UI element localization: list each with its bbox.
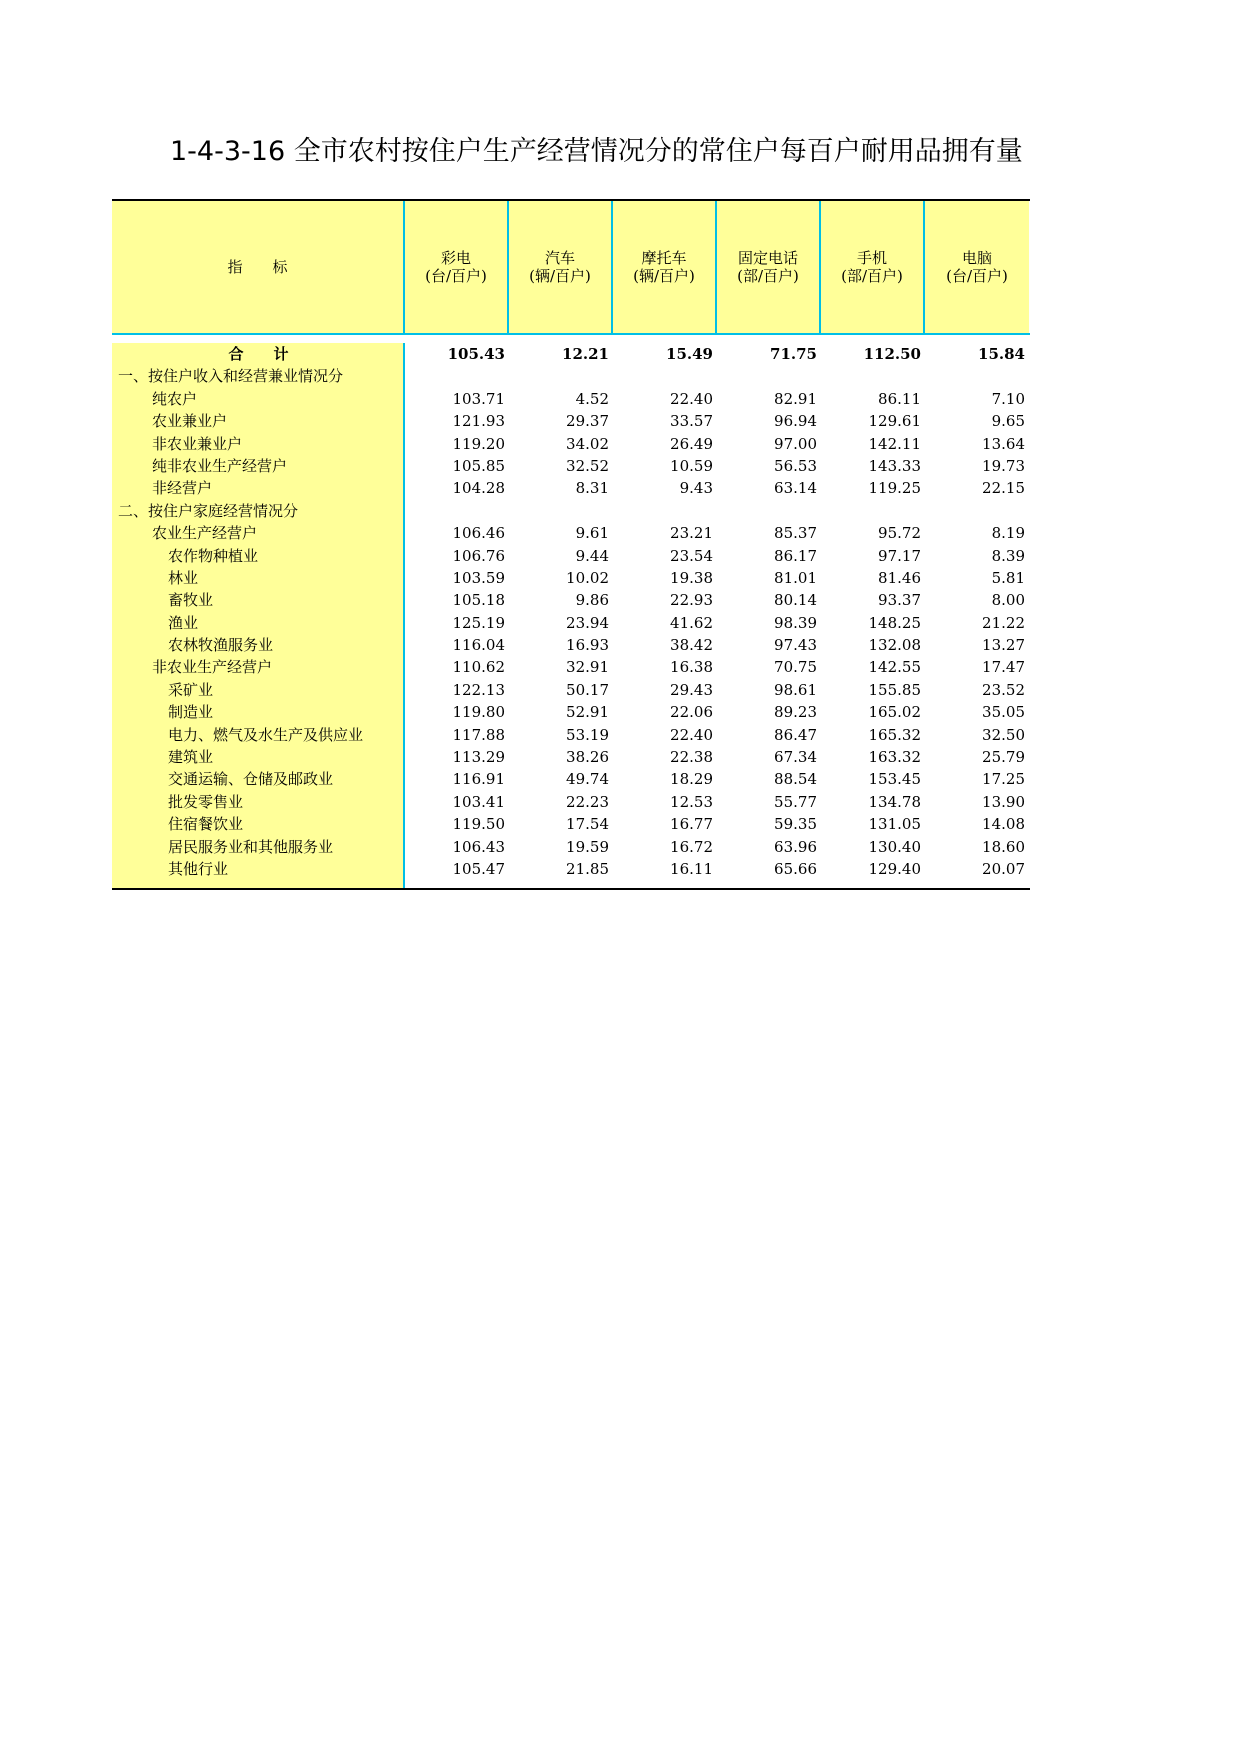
table-row <box>112 455 1030 477</box>
row-value: 22.40 <box>670 389 713 408</box>
table-row <box>112 365 1030 387</box>
column-name: 手机 <box>856 249 887 267</box>
table-row <box>112 768 1030 790</box>
table-row <box>112 343 1030 365</box>
row-value: 103.41 <box>452 792 505 811</box>
row-value: 97.17 <box>878 546 921 565</box>
table-row <box>112 589 1030 611</box>
column-header-tv <box>405 201 509 333</box>
row-value: 71.75 <box>770 345 817 363</box>
row-value: 19.73 <box>982 456 1025 475</box>
table-row <box>112 522 1030 544</box>
column-unit: (部/百户) <box>737 267 799 285</box>
column-unit: (辆/百户) <box>529 267 591 285</box>
row-value: 26.49 <box>670 434 713 453</box>
indicator-header-label: 指 标 <box>227 258 288 276</box>
row-value: 88.54 <box>774 770 817 789</box>
row-value: 23.94 <box>566 613 609 632</box>
row-value: 98.39 <box>774 613 817 632</box>
row-value: 165.02 <box>868 703 921 722</box>
row-value: 38.26 <box>566 748 609 767</box>
row-value: 23.54 <box>670 546 713 565</box>
row-value: 21.85 <box>566 859 609 878</box>
table-row <box>112 656 1030 678</box>
column-name: 汽车 <box>544 249 575 267</box>
row-label: 二、按住户家庭经营情况分 <box>118 501 299 520</box>
table-row <box>112 388 1030 410</box>
column-header-computer <box>925 201 1029 333</box>
row-label: 非农业兼业户 <box>152 434 243 453</box>
column-name: 彩电 <box>440 249 471 267</box>
row-value: 38.42 <box>670 636 713 655</box>
row-value <box>509 365 613 387</box>
row-value: 52.91 <box>566 703 609 722</box>
table-row <box>112 679 1030 701</box>
row-value: 142.11 <box>868 434 921 453</box>
table-row <box>112 634 1030 656</box>
row-value: 116.91 <box>452 770 505 789</box>
page-title: 1-4-3-16 全市农村按住户生产经营情况分的常住户每百户耐用品拥有量 <box>170 136 1023 167</box>
row-value: 97.00 <box>774 434 817 453</box>
row-label: 农业兼业户 <box>152 412 228 431</box>
row-value: 116.04 <box>452 636 505 655</box>
row-value: 89.23 <box>774 703 817 722</box>
row-value <box>613 365 717 387</box>
row-value: 117.88 <box>452 725 505 744</box>
row-value: 4.52 <box>575 389 609 408</box>
row-value: 13.27 <box>982 636 1025 655</box>
row-value: 130.40 <box>868 837 921 856</box>
table-row <box>112 813 1030 835</box>
row-value: 98.61 <box>774 680 817 699</box>
column-name: 摩托车 <box>641 249 687 267</box>
table-row <box>112 567 1030 589</box>
column-header-motorcycle <box>613 201 717 333</box>
row-value: 106.76 <box>452 546 505 565</box>
row-value: 165.32 <box>868 725 921 744</box>
row-value: 9.43 <box>679 479 713 498</box>
row-value: 32.50 <box>982 725 1025 744</box>
table-row <box>112 701 1030 723</box>
row-value: 16.38 <box>670 658 713 677</box>
row-value: 53.19 <box>566 725 609 744</box>
durable-goods-table <box>112 199 1030 890</box>
row-value: 143.33 <box>868 456 921 475</box>
table-row <box>112 612 1030 634</box>
row-label: 住宿餐饮业 <box>168 815 244 834</box>
row-value: 10.59 <box>670 456 713 475</box>
row-value: 35.05 <box>982 703 1025 722</box>
table-row <box>112 724 1030 746</box>
row-value: 8.39 <box>991 546 1025 565</box>
row-label: 居民服务业和其他服务业 <box>168 837 334 856</box>
row-value: 21.22 <box>982 613 1025 632</box>
row-value: 163.32 <box>868 748 921 767</box>
row-value: 7.10 <box>991 389 1025 408</box>
row-value: 132.08 <box>868 636 921 655</box>
row-value: 134.78 <box>868 792 921 811</box>
row-value: 153.45 <box>868 770 921 789</box>
column-header-mobile <box>821 201 925 333</box>
row-value <box>509 500 613 522</box>
row-value: 16.77 <box>670 815 713 834</box>
row-value <box>925 500 1029 522</box>
table-row <box>112 545 1030 567</box>
table-row <box>112 433 1030 455</box>
row-value: 119.20 <box>452 434 505 453</box>
row-value: 122.13 <box>452 680 505 699</box>
row-value: 110.62 <box>452 658 505 677</box>
row-value: 23.21 <box>670 524 713 543</box>
row-value: 70.75 <box>774 658 817 677</box>
row-value: 17.54 <box>566 815 609 834</box>
row-value: 29.43 <box>670 680 713 699</box>
row-value: 82.91 <box>774 389 817 408</box>
table-row <box>112 477 1030 499</box>
row-label: 建筑业 <box>168 748 214 767</box>
row-label: 农业生产经营户 <box>152 524 258 543</box>
row-value: 63.14 <box>774 479 817 498</box>
row-value: 119.80 <box>452 703 505 722</box>
column-unit: (台/百户) <box>946 267 1008 285</box>
table-row <box>112 500 1030 522</box>
row-value: 22.23 <box>566 792 609 811</box>
row-value: 41.62 <box>670 613 713 632</box>
row-value: 119.25 <box>868 479 921 498</box>
row-value: 14.08 <box>982 815 1025 834</box>
row-value: 23.52 <box>982 680 1025 699</box>
row-value: 129.40 <box>868 859 921 878</box>
row-label: 批发零售业 <box>168 792 244 811</box>
row-value: 142.55 <box>868 658 921 677</box>
row-value: 106.43 <box>452 837 505 856</box>
row-value: 105.18 <box>452 591 505 610</box>
table-row <box>112 746 1030 768</box>
row-value: 129.61 <box>868 412 921 431</box>
row-label: 采矿业 <box>168 680 214 699</box>
column-unit: (台/百户) <box>425 267 487 285</box>
indicator-header <box>112 201 405 333</box>
row-label: 林业 <box>168 568 199 587</box>
row-label: 合 计 <box>228 345 289 363</box>
row-value: 85.37 <box>774 524 817 543</box>
row-value <box>717 500 821 522</box>
row-value: 49.74 <box>566 770 609 789</box>
row-value: 8.00 <box>991 591 1025 610</box>
row-value: 103.71 <box>452 389 505 408</box>
row-label: 农作物种植业 <box>168 546 259 565</box>
row-value: 34.02 <box>566 434 609 453</box>
row-value: 9.86 <box>575 591 609 610</box>
row-value: 65.66 <box>774 859 817 878</box>
row-value <box>717 365 821 387</box>
row-value: 106.46 <box>452 524 505 543</box>
row-label: 农林牧渔服务业 <box>168 636 274 655</box>
row-value: 96.94 <box>774 412 817 431</box>
row-value: 50.17 <box>566 680 609 699</box>
row-value: 104.28 <box>452 479 505 498</box>
row-value: 81.46 <box>878 568 921 587</box>
row-value: 32.52 <box>566 456 609 475</box>
row-value: 56.53 <box>774 456 817 475</box>
row-label: 渔业 <box>168 613 199 632</box>
row-value: 16.72 <box>670 837 713 856</box>
row-label: 非经营户 <box>152 479 213 498</box>
row-value: 22.15 <box>982 479 1025 498</box>
row-value: 86.47 <box>774 725 817 744</box>
row-value: 67.34 <box>774 748 817 767</box>
table-row <box>112 836 1030 858</box>
row-value: 13.64 <box>982 434 1025 453</box>
row-value: 119.50 <box>452 815 505 834</box>
table-row <box>112 791 1030 813</box>
row-value: 155.85 <box>868 680 921 699</box>
row-value: 112.50 <box>863 345 921 363</box>
row-value: 13.90 <box>982 792 1025 811</box>
row-value <box>613 500 717 522</box>
row-value: 17.25 <box>982 770 1025 789</box>
row-value: 86.11 <box>878 389 921 408</box>
row-value: 17.47 <box>982 658 1025 677</box>
row-value: 18.29 <box>670 770 713 789</box>
row-value: 148.25 <box>868 613 921 632</box>
row-value: 19.59 <box>566 837 609 856</box>
column-header-car <box>509 201 613 333</box>
row-value: 95.72 <box>878 524 921 543</box>
row-value: 121.93 <box>452 412 505 431</box>
row-label: 非农业生产经营户 <box>152 658 273 677</box>
row-value <box>405 500 509 522</box>
table-body <box>112 343 1030 890</box>
row-value: 12.53 <box>670 792 713 811</box>
row-value: 105.85 <box>452 456 505 475</box>
table-header <box>112 199 1030 335</box>
row-value: 81.01 <box>774 568 817 587</box>
column-header-landline <box>717 201 821 333</box>
column-unit: (辆/百户) <box>633 267 695 285</box>
row-value: 103.59 <box>452 568 505 587</box>
row-value: 8.31 <box>575 479 609 498</box>
row-value: 18.60 <box>982 837 1025 856</box>
row-value: 9.44 <box>575 546 609 565</box>
row-value: 25.79 <box>982 748 1025 767</box>
row-label: 一、按住户收入和经营兼业情况分 <box>118 367 344 386</box>
row-value: 19.38 <box>670 568 713 587</box>
row-value: 22.93 <box>670 591 713 610</box>
column-name: 固定电话 <box>737 249 798 267</box>
row-value: 22.40 <box>670 725 713 744</box>
row-value: 12.21 <box>562 345 609 363</box>
row-value: 5.81 <box>991 568 1025 587</box>
column-unit: (部/百户) <box>841 267 903 285</box>
row-value: 15.49 <box>666 345 713 363</box>
row-value: 113.29 <box>452 748 505 767</box>
table-row <box>112 410 1030 432</box>
row-value: 29.37 <box>566 412 609 431</box>
row-value: 55.77 <box>774 792 817 811</box>
row-value: 32.91 <box>566 658 609 677</box>
row-value <box>821 365 925 387</box>
row-label: 畜牧业 <box>168 591 214 610</box>
row-value: 86.17 <box>774 546 817 565</box>
row-label: 纯非农业生产经营户 <box>152 456 288 475</box>
row-value: 22.06 <box>670 703 713 722</box>
row-value: 63.96 <box>774 837 817 856</box>
row-value: 105.47 <box>452 859 505 878</box>
row-value: 16.93 <box>566 636 609 655</box>
row-value: 80.14 <box>774 591 817 610</box>
row-value <box>925 365 1029 387</box>
row-value: 125.19 <box>452 613 505 632</box>
row-value: 9.65 <box>991 412 1025 431</box>
row-label: 制造业 <box>168 703 214 722</box>
table-row <box>112 858 1030 880</box>
row-value: 59.35 <box>774 815 817 834</box>
row-value <box>821 500 925 522</box>
row-value: 10.02 <box>566 568 609 587</box>
row-value: 8.19 <box>991 524 1025 543</box>
row-label: 其他行业 <box>168 859 229 878</box>
row-label: 电力、燃气及水生产及供应业 <box>168 725 364 744</box>
row-label: 交通运输、仓储及邮政业 <box>168 770 334 789</box>
row-value: 22.38 <box>670 748 713 767</box>
row-value: 131.05 <box>868 815 921 834</box>
row-value: 33.57 <box>670 412 713 431</box>
row-label: 纯农户 <box>152 389 198 408</box>
row-value: 15.84 <box>978 345 1025 363</box>
row-value: 9.61 <box>575 524 609 543</box>
row-value: 97.43 <box>774 636 817 655</box>
row-value: 105.43 <box>447 345 505 363</box>
column-name: 电脑 <box>961 249 992 267</box>
row-value: 16.11 <box>670 859 713 878</box>
row-value <box>405 365 509 387</box>
row-value: 20.07 <box>982 859 1025 878</box>
row-value: 93.37 <box>878 591 921 610</box>
